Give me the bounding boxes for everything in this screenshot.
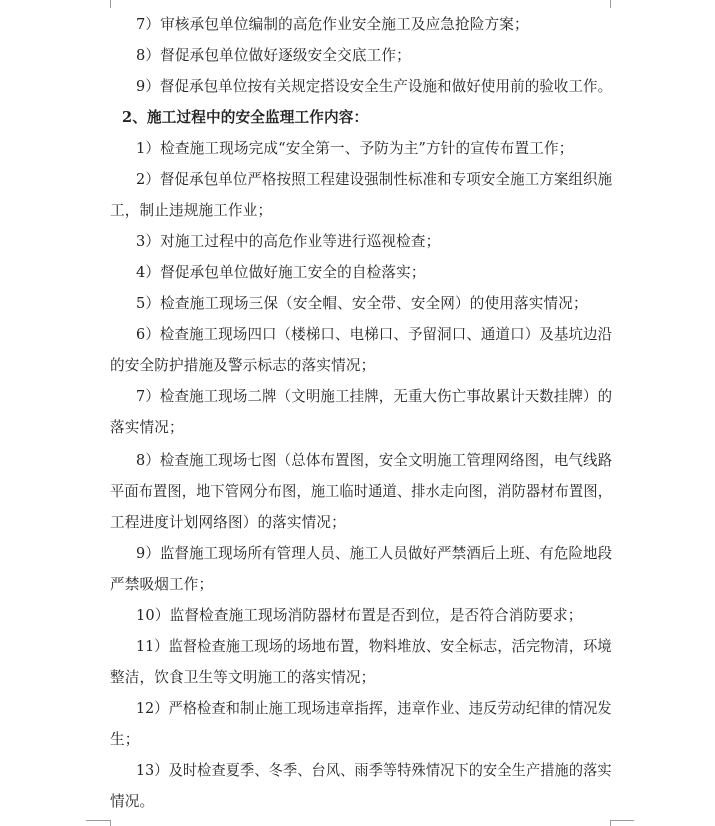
paragraph-line: 7）审核承包单位编制的高危作业安全施工及应急抢险方案； [136, 16, 529, 33]
paragraph-line: 生； [110, 731, 140, 748]
paragraph-line: 情况。 [110, 793, 155, 810]
paragraph-line: 6）检查施工现场四口（楼梯口、电梯口、予留洞口、通道口）及基坑边沿 [136, 326, 613, 343]
paragraph-line: 4）督促承包单位做好施工安全的自检落实； [136, 264, 426, 281]
crop-mark-bottom-left-h [86, 820, 110, 821]
paragraph-line: 9）监督施工现场所有管理人员、施工人员做好严禁酒后上班、有危险地段 [136, 545, 613, 562]
paragraph-line: 11）监督检查施工现场的场地布置，物料堆放、安全标志，活完物清，环境 [136, 638, 612, 655]
paragraph-line: 8）检查施工现场七图（总体布置图，安全文明施工管理网络图，电气线路 [136, 452, 613, 469]
crop-mark-bottom-right-h [610, 820, 634, 821]
paragraph-line: 工程进度计划网络图）的落实情况； [110, 514, 346, 531]
crop-mark-top-left [110, 0, 111, 8]
paragraph-line: 2）督促承包单位严格按照工程建设强制性标准和专项安全施工方案组织施 [136, 171, 613, 188]
crop-mark-bottom-right-v [610, 820, 611, 826]
paragraph-line: 落实情况； [110, 419, 184, 436]
crop-mark-top-right [610, 0, 611, 8]
paragraph-line: 9）督促承包单位按有关规定搭设安全生产设施和做好使用前的验收工作。 [136, 78, 613, 95]
crop-mark-bottom-left-v [110, 820, 111, 826]
paragraph-line: 8）督促承包单位做好逐级安全交底工作； [136, 47, 411, 64]
paragraph-line: 3）对施工过程中的高危作业等进行巡视检查； [136, 233, 441, 250]
paragraph-line: 整洁，饮食卫生等文明施工的落实情况； [110, 669, 376, 686]
paragraph-line: 7）检查施工现场二牌（文明施工挂牌，无重大伤亡事故累计天数挂牌）的 [136, 388, 613, 405]
paragraph-line: 严禁吸烟工作； [110, 576, 214, 593]
paragraph-line: 的安全防护措施及警示标志的落实情况； [110, 357, 376, 374]
paragraph-line: 工，制止违规施工作业； [110, 202, 273, 219]
paragraph-line: 5）检查施工现场三保（安全帽、安全带、安全网）的使用落实情况； [136, 295, 588, 312]
paragraph-line: 平面布置图，地下管网分布图，施工临时通道、排水走向图，消防器材布置图， [110, 483, 613, 500]
paragraph-line: 1）检查施工现场完成“安全第一、予防为主”方针的宣传布置工作； [136, 140, 574, 157]
paragraph-line: 12）严格检查和制止施工现场违章指挥，违章作业、违反劳动纪律的情况发 [136, 700, 612, 717]
paragraph-line: 13）及时检查夏季、冬季、台风、雨季等特殊情况下的安全生产措施的落实 [136, 762, 612, 779]
section-heading: 2、施工过程中的安全监理工作内容： [122, 109, 369, 126]
paragraph-line: 10）监督检查施工现场消防器材布置是否到位，是否符合消防要求； [136, 607, 583, 624]
